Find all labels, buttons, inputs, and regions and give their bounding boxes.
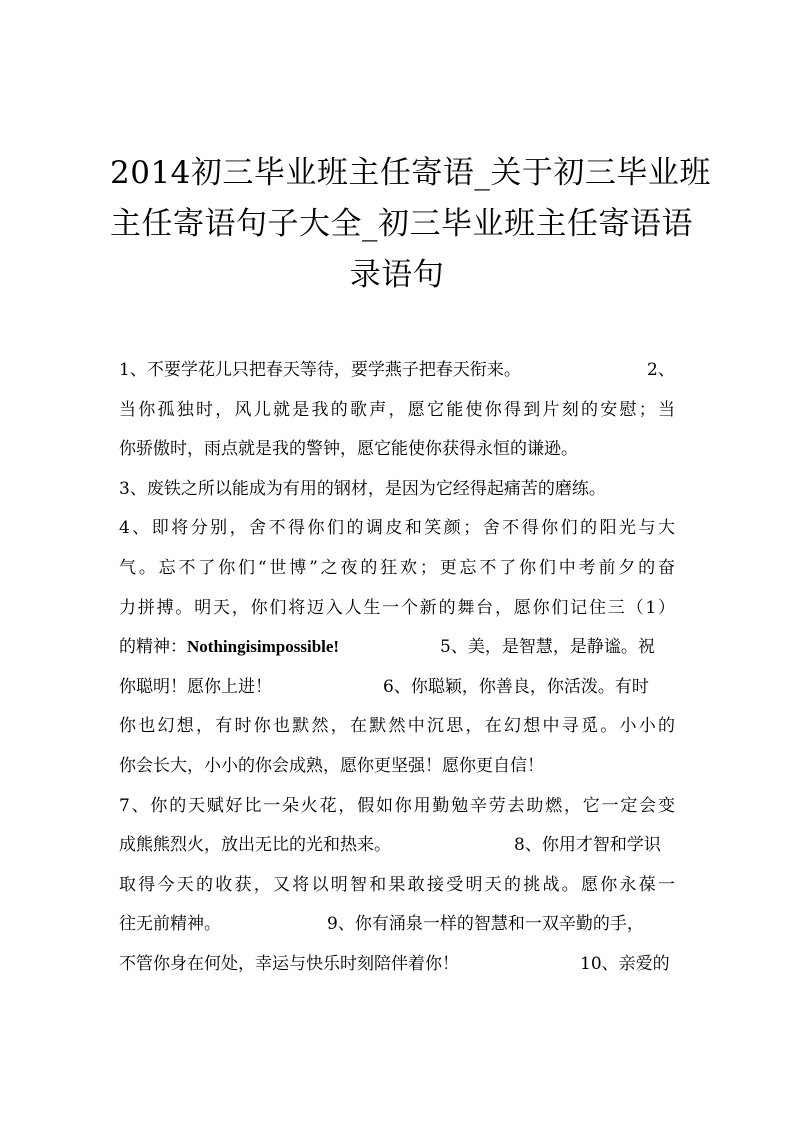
body-line-text: 成熊熊烈火，放出无比的光和热来。 bbox=[119, 835, 391, 856]
body-line bbox=[119, 677, 679, 717]
body-line-text: 你会长大，小小的你会成熟，愿你更坚强！愿你更自信！ bbox=[119, 755, 544, 776]
body-line bbox=[119, 518, 679, 558]
body-line-text: 1、不要学花儿只把春天等待，要学燕子把春天衔来。 bbox=[119, 360, 521, 380]
body-line bbox=[119, 400, 679, 440]
body-line-text: 气。忘不了你们“世博”之夜的狂欢；更忘不了你们中考前夕的奋 bbox=[119, 557, 675, 578]
body-line-text: 你也幻想，有时你也默然，在默然中沉思，在幻想中寻觅。小小的 bbox=[119, 716, 675, 737]
body-line bbox=[119, 914, 679, 954]
body-line bbox=[119, 954, 679, 994]
body-line-text bbox=[119, 637, 339, 657]
body-line-text-prefix: 的精神： bbox=[119, 637, 187, 658]
body-line-right-text: 10、亲爱的 bbox=[580, 953, 670, 974]
document-title bbox=[110, 148, 711, 301]
body-line-text: 7、你的天赋好比一朵火花，假如你用勤勉辛劳去助燃，它一定会变 bbox=[119, 795, 675, 816]
body-line-text: 你聪明！愿你上进！ bbox=[119, 676, 272, 697]
body-line-right-text: 8、你用才智和学识 bbox=[514, 835, 661, 856]
body-line bbox=[119, 598, 679, 638]
body-line-right-text: 9、你有涌泉一样的智慧和一双辛勤的手， bbox=[327, 914, 644, 935]
body-line bbox=[119, 439, 679, 479]
body-line-text: 往无前精神。 bbox=[119, 914, 221, 935]
title-line-1: 2014初三毕业班主任寄语_关于初三毕业班 bbox=[110, 155, 711, 191]
body-line bbox=[119, 875, 679, 915]
document-body bbox=[119, 360, 679, 994]
body-line bbox=[119, 360, 679, 400]
body-line-right-text: 5、美，是智慧，是静谧。祝 bbox=[440, 637, 655, 658]
body-line bbox=[119, 558, 679, 598]
title-line-3: 录语句 bbox=[349, 257, 445, 293]
title-line-2: 主任寄语句子大全_初三毕业班主任寄语语 bbox=[110, 206, 693, 242]
body-line bbox=[119, 479, 679, 519]
body-line-text: 不管你身在何处，幸运与快乐时刻陪伴着你！ bbox=[119, 953, 459, 974]
body-line-text: 取得今天的收获，又将以明智和果敢接受明天的挑战。愿你永葆一 bbox=[119, 874, 675, 895]
body-line bbox=[119, 637, 679, 677]
body-line-text: 力拼搏。明天，你们将迈入人生一个新的舞台，愿你们记住三（1） bbox=[119, 597, 675, 618]
body-line-text: 4、即将分别，舍不得你们的调皮和笑颜；舍不得你们的阳光与大 bbox=[119, 518, 675, 539]
body-line-text: 当你孤独时，风儿就是我的歌声，愿它能使你得到片刻的安慰；当 bbox=[119, 399, 675, 420]
body-line bbox=[119, 835, 679, 875]
body-line-text: 3、废铁之所以能成为有用的钢材，是因为它经得起痛苦的磨练。 bbox=[119, 478, 606, 499]
body-line bbox=[119, 716, 679, 756]
body-line-right-text: 2、 bbox=[647, 360, 675, 380]
body-line bbox=[119, 756, 679, 796]
body-line-latin-text: Nothingisimpossible! bbox=[187, 637, 340, 657]
body-line-text: 你骄傲时，雨点就是我的警钟，愿它能使你获得永恒的谦逊。 bbox=[119, 439, 578, 460]
body-line-right-text: 6、你聪颖，你善良，你活泼。有时 bbox=[383, 676, 649, 697]
body-line bbox=[119, 796, 679, 836]
